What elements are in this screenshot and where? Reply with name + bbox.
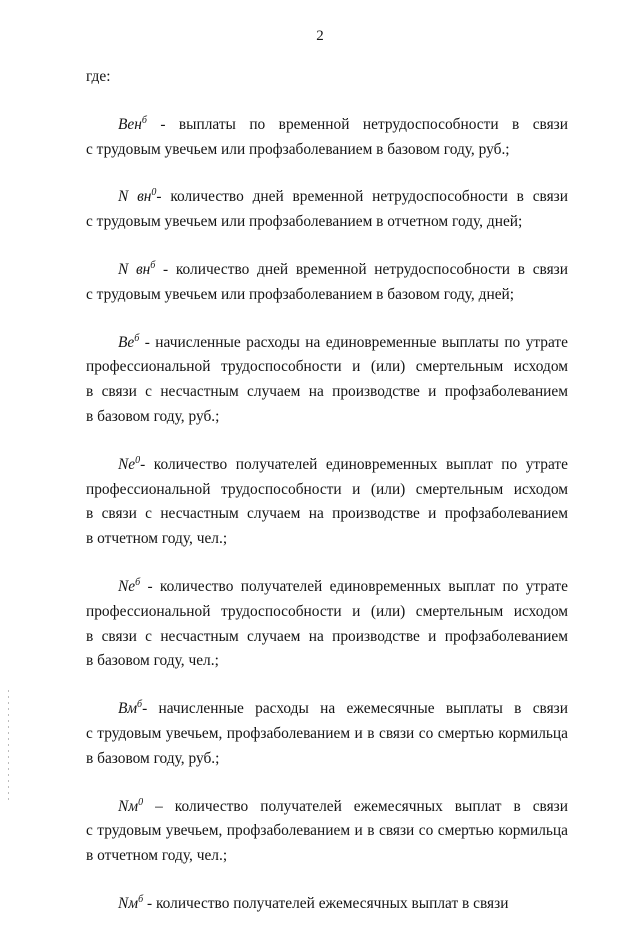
definition-line: [86, 819, 568, 844]
definition-text: профессиональной трудоспособности и (или) смертельным исходом: [86, 358, 568, 376]
formula-symbol-superscript: 0: [151, 187, 157, 199]
formula-symbol: [118, 188, 156, 205]
definition-text: профессиональной трудоспособности и (или) смертельным исходом: [86, 480, 568, 498]
definition-line: [86, 258, 568, 283]
definition-text: – количество получателей ежемесячных выплат в связи: [143, 797, 568, 815]
definition-text: - количество дней временной нетрудоспособности в связи: [156, 188, 568, 206]
definition-entries: [86, 113, 568, 917]
formula-symbol: [118, 895, 143, 912]
definition-line: [86, 527, 568, 552]
definition-line: [86, 113, 568, 138]
definition-line: [86, 380, 568, 405]
definition-text: в связи с несчастным случаем на производстве и профзаболеванием: [86, 627, 568, 645]
definition-text: - начисленные расходы на ежемесячные выплаты в связи: [142, 700, 568, 718]
definition-text: с трудовым увечьем или профзаболеванием в базовом году, руб.;: [86, 140, 510, 158]
formula-symbol-superscript: б: [135, 576, 141, 588]
definition-line: [86, 575, 568, 600]
definition-entry: [86, 258, 568, 308]
definition-entry: [86, 453, 568, 552]
formula-symbol-base: Nм: [118, 894, 139, 912]
definition-entry: [86, 795, 568, 869]
definition-text: в отчетном году, чел.;: [86, 530, 228, 548]
definitions-list: [86, 65, 568, 940]
definition-entry: [86, 113, 568, 163]
definition-text: с трудовым увечьем или профзаболеванием в базовом году, дней;: [86, 285, 515, 303]
formula-symbol-base: Nе: [118, 577, 136, 595]
definition-line: [86, 844, 568, 869]
definition-line: [86, 625, 568, 650]
definition-entry: [86, 185, 568, 235]
formula-symbol-superscript: 0: [135, 454, 141, 466]
definition-text: в базовом году, руб.;: [86, 749, 220, 767]
formula-symbol-superscript: б: [138, 893, 144, 905]
definition-text: профессиональной трудоспособности и (или) смертельным исходом: [86, 602, 568, 620]
formula-symbol-superscript: б: [137, 699, 143, 711]
definition-text: с трудовым увечьем или профзаболеванием в отчетном году, дней;: [86, 213, 523, 231]
definition-text: - количество получателей ежемесячных выплат в связи: [143, 894, 509, 912]
definition-line: [86, 892, 568, 917]
definition-text: в базовом году, чел.;: [86, 652, 219, 670]
definition-text: с трудовым увечьем, профзаболеванием и в связи со смертью кормильца: [86, 724, 568, 742]
lead-word: где:: [86, 68, 111, 85]
page-number: 2: [316, 28, 324, 44]
definition-text: в отчетном году, чел.;: [86, 847, 228, 865]
definition-text: - количество получателей единовременных выплат по утрате: [140, 577, 568, 595]
definition-entry: [86, 331, 568, 430]
formula-symbol: [118, 261, 155, 278]
scan-margin-mark: [8, 690, 9, 800]
definition-line: [86, 795, 568, 820]
definition-text: с трудовым увечьем, профзаболеванием и в связи со смертью кормильца: [86, 822, 568, 840]
definition-text: - начисленные расходы на единовременные выплаты по утрате: [139, 333, 568, 351]
formula-symbol-superscript: б: [150, 259, 156, 271]
formula-symbol: [118, 116, 147, 133]
definition-line: [86, 600, 568, 625]
formula-symbol-superscript: б: [134, 332, 140, 344]
formula-symbol-base: Nе: [118, 455, 136, 473]
definition-line: [86, 138, 568, 163]
definition-text: в связи с несчастным случаем на производстве и профзаболеванием: [86, 383, 568, 401]
formula-symbol-base: Ве: [118, 333, 135, 351]
definition-line: [86, 649, 568, 674]
definition-line: [86, 453, 568, 478]
definition-line: [86, 478, 568, 503]
formula-symbol-superscript: 0: [138, 796, 144, 808]
formula-symbol-superscript: б: [141, 114, 147, 126]
formula-symbol: [118, 578, 140, 595]
formula-symbol: [118, 456, 140, 473]
formula-symbol-base: Вм: [118, 700, 138, 718]
definition-line: [86, 283, 568, 308]
formula-symbol-base: Nм: [118, 797, 139, 815]
definition-entry: [86, 575, 568, 674]
definition-text: в базовом году, руб.;: [86, 407, 220, 425]
definition-line: [86, 185, 568, 210]
definition-text: в связи с несчастным случаем на производстве и профзаболеванием: [86, 505, 568, 523]
definition-line: [86, 697, 568, 722]
formula-symbol: [118, 798, 143, 815]
definition-line: [86, 210, 568, 235]
formula-symbol-base: N вн: [118, 260, 151, 278]
definition-line: [86, 722, 568, 747]
definition-line: [86, 502, 568, 527]
formula-symbol-base: Вен: [118, 115, 142, 133]
definition-entry: [86, 697, 568, 771]
formula-symbol: [118, 700, 142, 717]
definition-line: [86, 747, 568, 772]
definition-text: - выплаты по временной нетрудоспособности в связи: [146, 115, 568, 133]
definition-entry: [86, 892, 568, 917]
definition-line: [86, 405, 568, 430]
formula-symbol: [118, 334, 139, 351]
definition-line: [86, 331, 568, 356]
definition-text: - количество получателей единовременных выплат по утрате: [140, 455, 568, 473]
definition-text: - количество дней временной нетрудоспособности в связи: [155, 260, 568, 278]
formula-symbol-base: N вн: [118, 188, 152, 206]
definition-line: [86, 355, 568, 380]
